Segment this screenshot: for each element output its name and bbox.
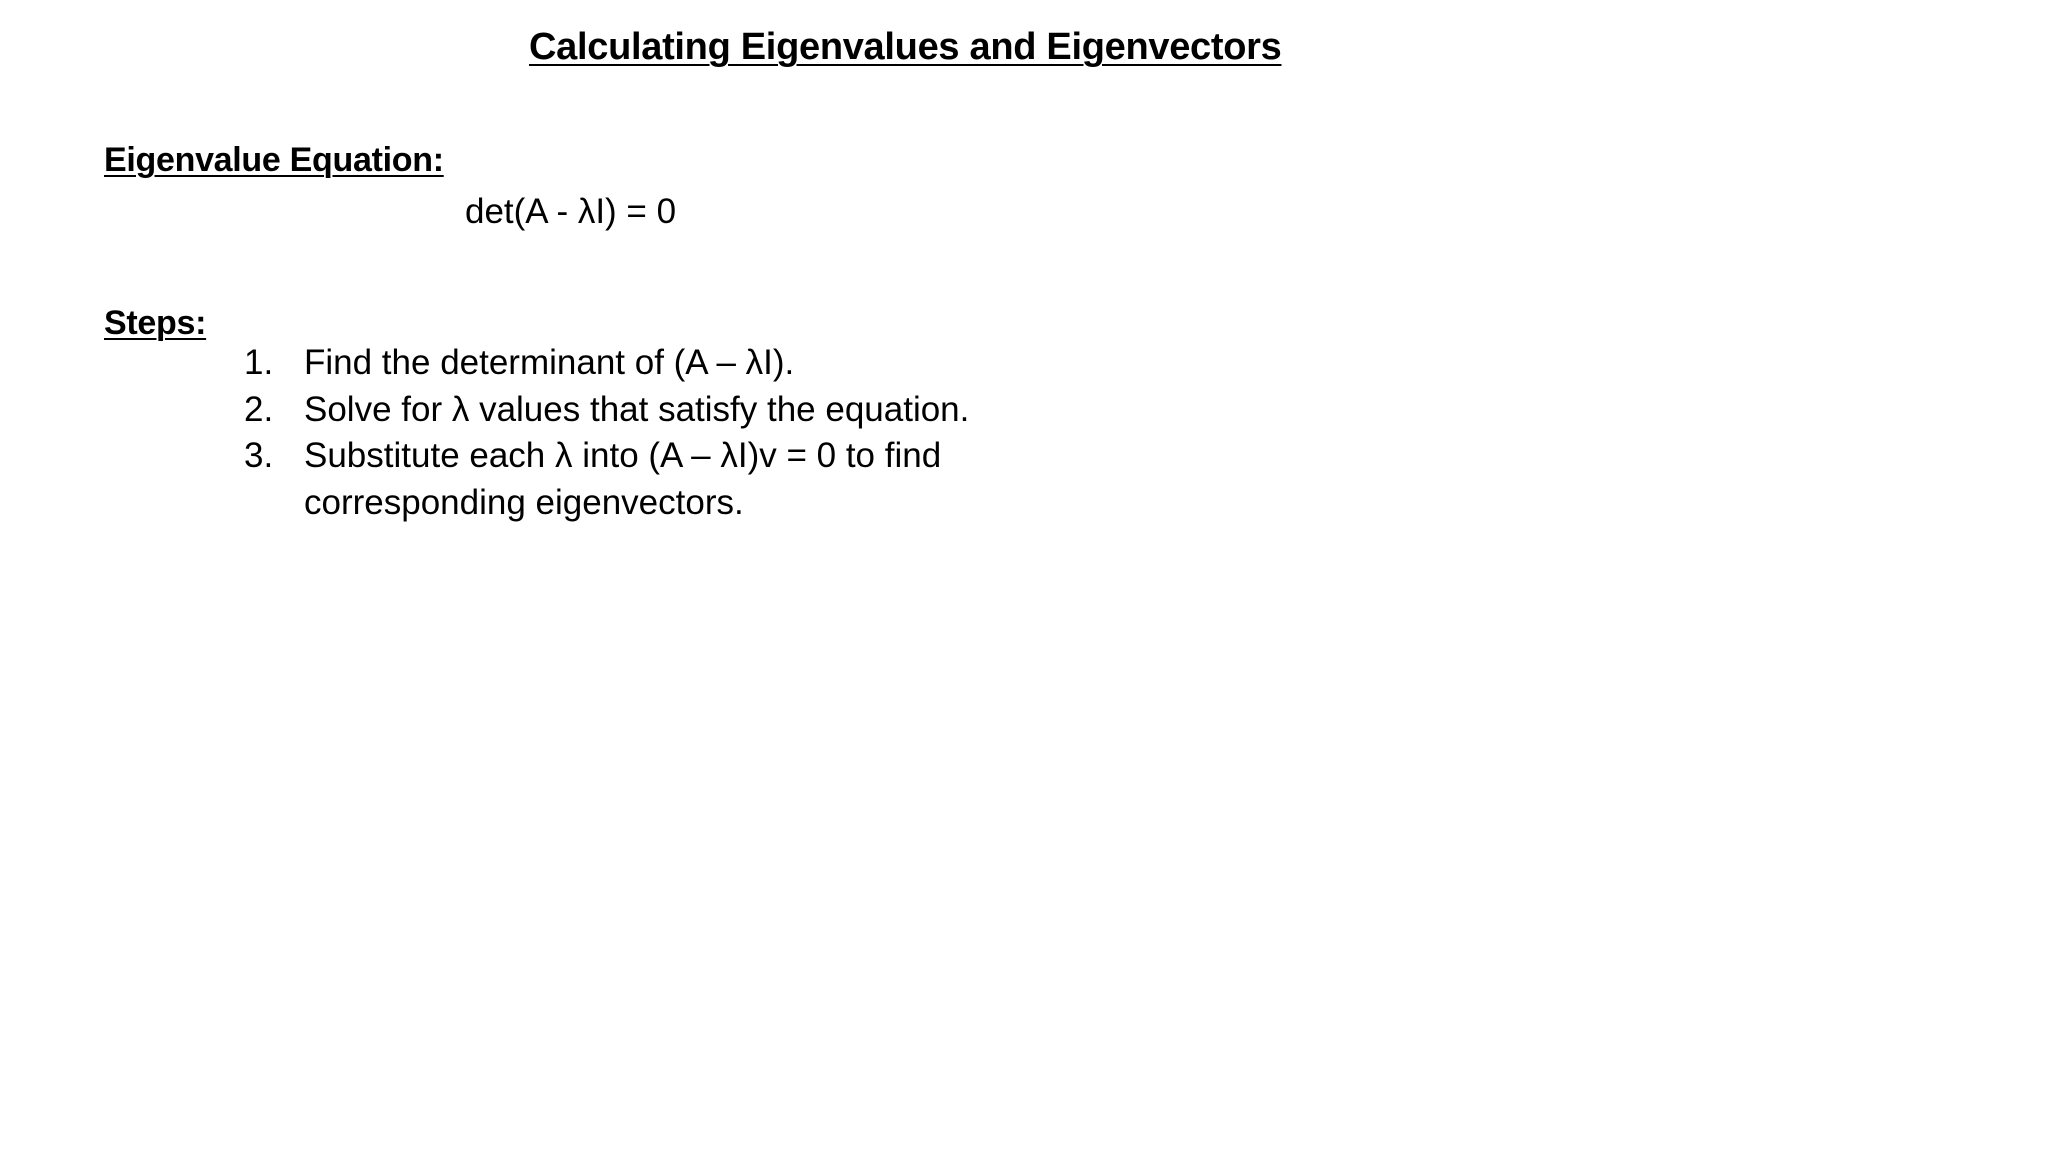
step-number: 1. [244, 343, 274, 382]
step-text: Find the determinant of (A – λI). [304, 343, 795, 382]
slide-title: Calculating Eigenvalues and Eigenvectors [529, 26, 1282, 68]
steps-heading: Steps: [104, 304, 207, 342]
equation-heading: Eigenvalue Equation: [104, 141, 444, 179]
step-item [244, 433, 1024, 526]
step-text: Solve for λ values that satisfy the equation. [304, 389, 970, 429]
step-text: Substitute each λ into (A – λI)v = 0 to find corresponding eigenvectors. [304, 436, 942, 522]
step-item [244, 340, 1024, 387]
eigenvalue-equation: det(A - λI) = 0 [465, 192, 677, 231]
step-number: 3. [244, 436, 274, 475]
step-item [244, 387, 1024, 434]
step-number: 2. [244, 389, 274, 429]
steps-list [244, 340, 1024, 526]
